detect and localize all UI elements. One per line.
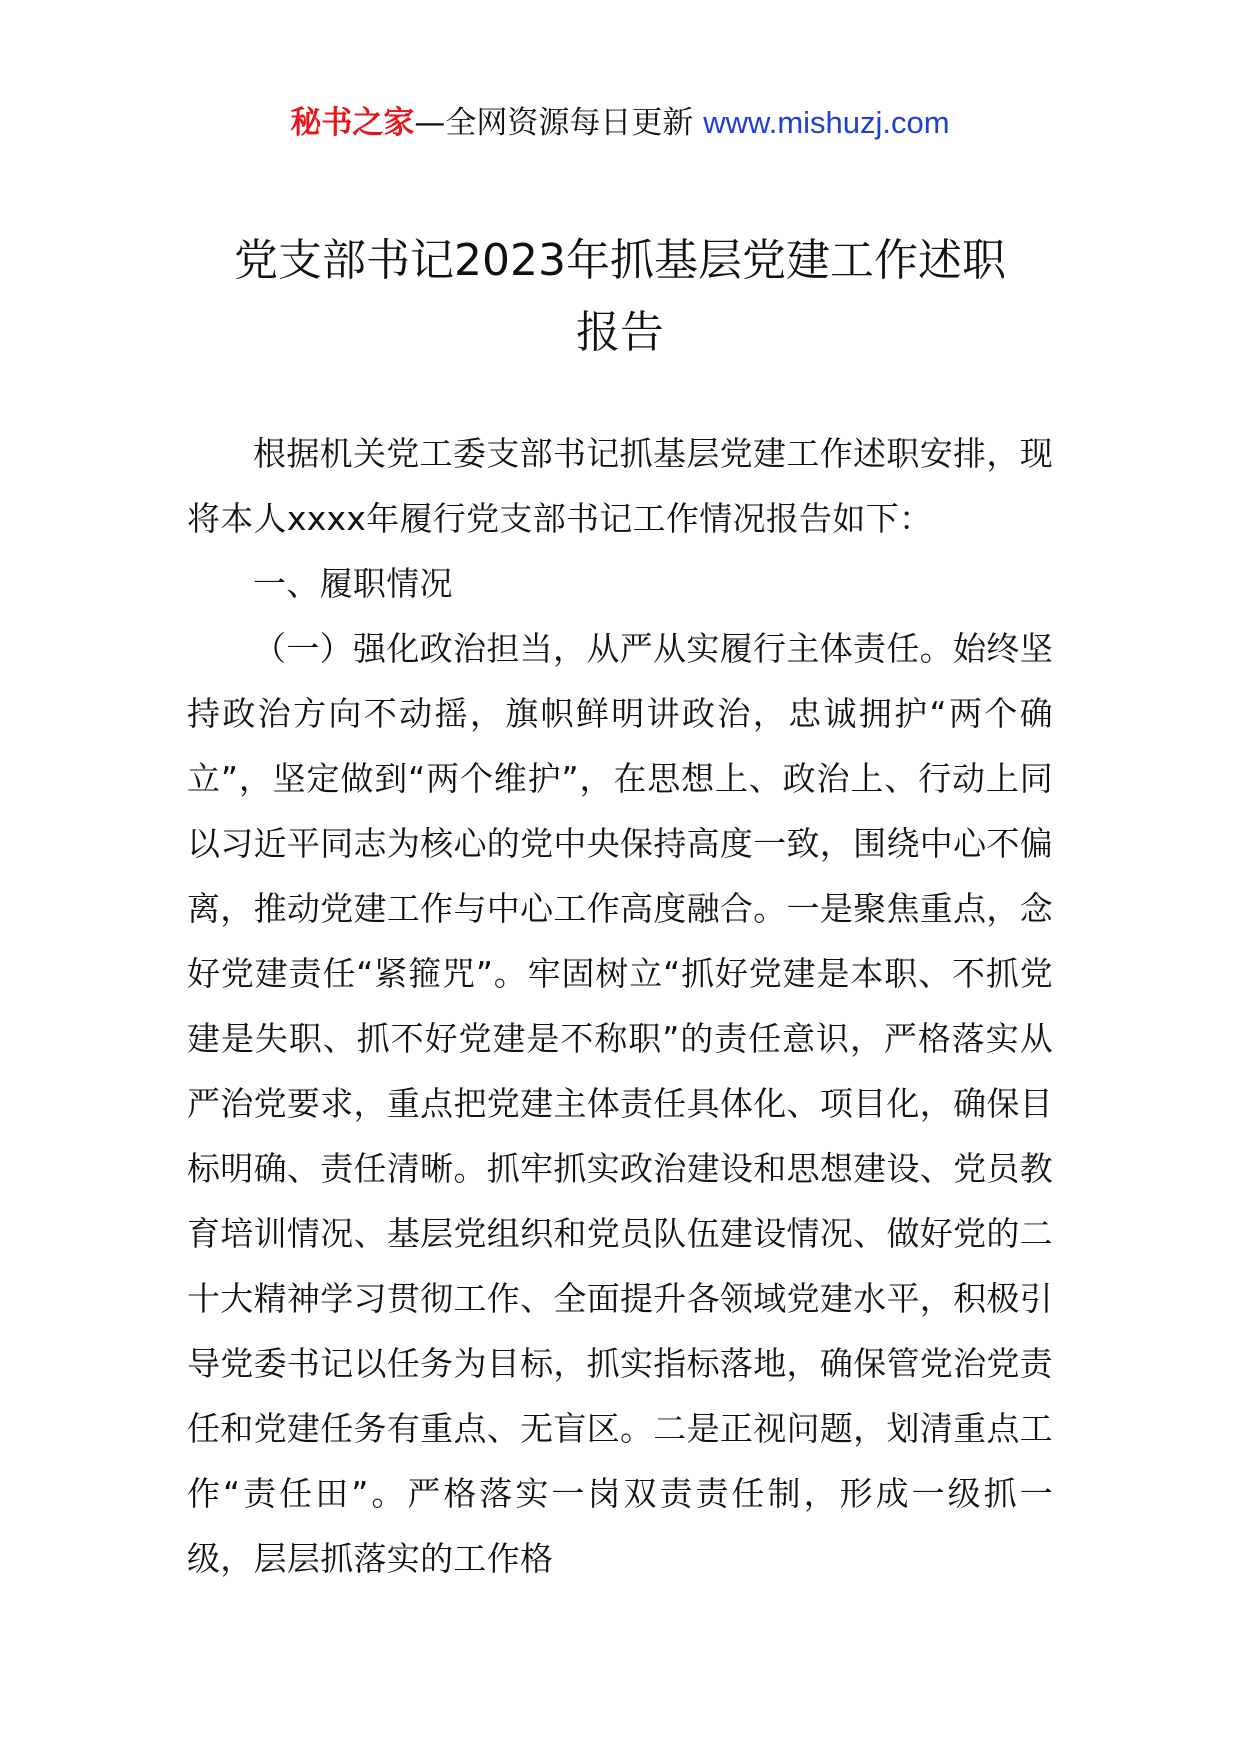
intro-paragraph: 根据机关党工委支部书记抓基层党建工作述职安排，现将本人xxxx年履行党支部书记工作情况报告如下：: [187, 434, 1053, 538]
title-line-1: 党支部书记2023年抓基层党建工作述职: [234, 235, 1006, 286]
brand-name: 秘书之家: [290, 105, 415, 141]
site-banner: [0, 98, 1240, 148]
banner-slogan: —全网资源每日更新: [414, 105, 694, 141]
document-body: [187, 421, 1053, 1591]
title-line-2: 报告: [576, 307, 664, 358]
section-heading: 一、履职情况: [253, 564, 453, 603]
body-paragraph: （一）强化政治担当，从严从实履行主体责任。始终坚持政治方向不动摇，旗帜鲜明讲政治，忠诚拥护“两个确立”，坚定做到“两个维护”，在思想上、政治上、行动上同以习近平同志为核心的党中央保持高度一致，围绕中心不偏离，推动党建工作与中心工作高度融合。一是聚焦重点，念好党建责任“紧箍咒”。牢固树立“抓好党建是本职、不抓党建是失职、抓不好党建是不称职”的责任意识，严格落实从严治党要求，重点把党建主体责任具体化、项目化，确保目标明确、责任清晰。抓牢抓实政治建设和思想建设、党员教育培训情况、基层党组织和党员队伍建设情况、做好党的二十大精神学习贯彻工作、全面提升各领域党建水平，积极引导党委书记以任务为目标，抓实指标落地，确保管党治党责任和党建任务有重点、无盲区。二是正视问题，划清重点工作“责任田”。严格落实一岗双责责任制，形成一级抓一级，层层抓落实的工作格: [187, 629, 1053, 1578]
document-title: [210, 225, 1030, 369]
site-url-link[interactable]: www.mishuzj.com: [703, 105, 950, 140]
